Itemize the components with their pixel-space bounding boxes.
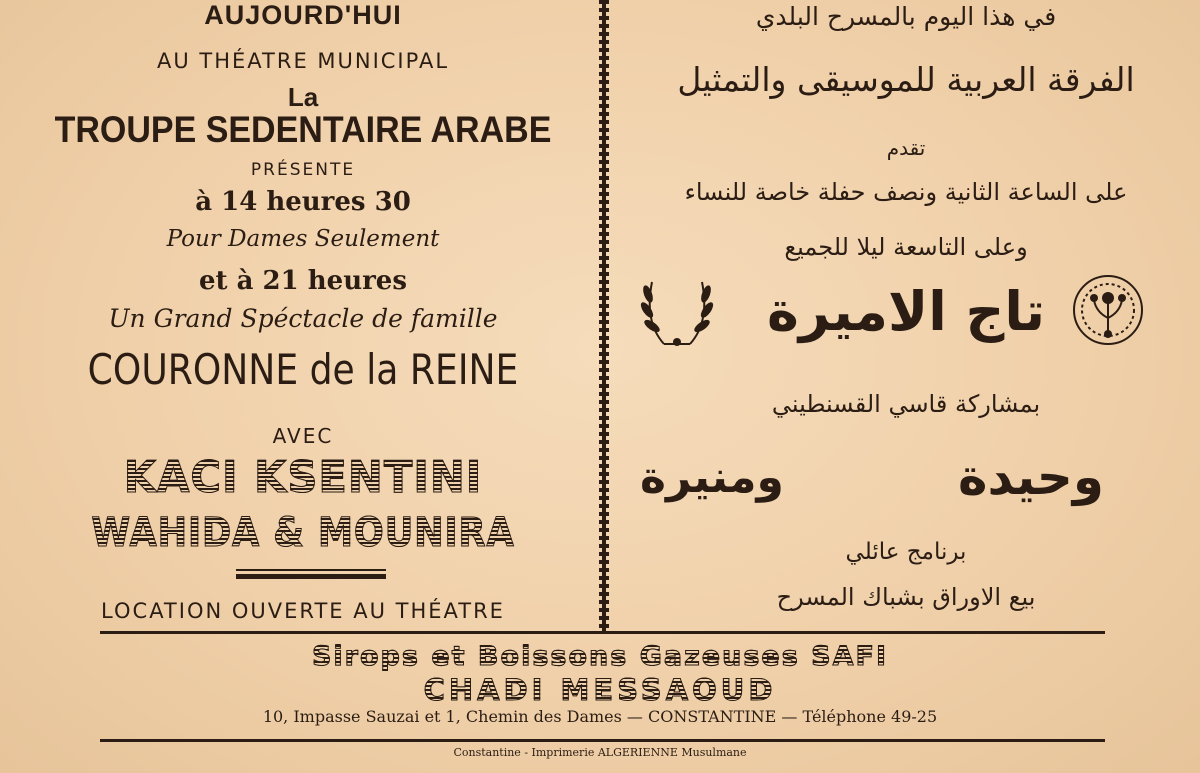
time-afternoon: à 14 heures 30 (195, 187, 411, 217)
aujourdhui-heading: AUJOURD'HUI (204, 0, 402, 30)
time-evening: et à 21 heures (199, 266, 407, 296)
footer-top-rule (100, 631, 1105, 634)
avec-line: AVEC (272, 424, 334, 448)
arabic-line-4: على الساعة الثانية ونصف حفلة خاصة للنساء (684, 178, 1128, 206)
arabic-play-title: تاج الاميرة (767, 280, 1045, 343)
footer-bottom-rule (100, 739, 1105, 742)
arabic-line-3: تقدم (886, 136, 926, 160)
location-line: LOCATION OUVERTE AU THÉATRE (101, 599, 505, 623)
arabic-line-6: بمشاركة قاسي القسنطيني (771, 390, 1041, 418)
checkered-divider (599, 0, 609, 632)
la-word: La (287, 82, 319, 112)
arabic-line-2: الفرقة العربية للموسيقى والتمثيل (677, 60, 1135, 99)
sirops-line: Sirops et Boissons Gazeuses SAFI (0, 641, 1200, 672)
dames-line: Pour Dames Seulement (166, 226, 440, 252)
wahida-mounira-names: WAHIDA & MOUNIRA (36, 510, 569, 556)
kaci-name: KACI KSENTINI (15, 452, 591, 503)
arabic-line-5: وعلى التاسعة ليلا للجميع (784, 233, 1028, 261)
spectacle-line: Un Grand Spéctacle de famille (108, 304, 498, 333)
presente-line: PRÉSENTE (250, 160, 356, 180)
left-separator (236, 574, 386, 579)
address-line: 10, Impasse Sauzai et 1, Chemin des Dames — CONSTANTINE — Téléphone 49-25 (262, 707, 938, 726)
chadi-line: CHADI MESSAOUD (0, 673, 1200, 707)
arabic-wahida: وحيدة (958, 448, 1104, 506)
arabic-mounira: ومنيرة (640, 452, 784, 503)
arabic-line-8: بيع الاوراق بشباك المسرح (776, 583, 1036, 611)
theatre-line: AU THÉATRE MUNICIPAL (156, 49, 450, 73)
couronne-title: COURONNE de la REINE (87, 345, 519, 394)
troupe-line: TROUPE SEDENTAIRE ARABE (54, 109, 552, 151)
arabic-line-7: برنامج عائلي (845, 539, 967, 565)
printer-line: Constantine - Imprimerie ALGERIENNE Musulmane (453, 746, 747, 759)
arabic-line-1: في هذا اليوم بالمسرح البلدي (755, 2, 1057, 31)
